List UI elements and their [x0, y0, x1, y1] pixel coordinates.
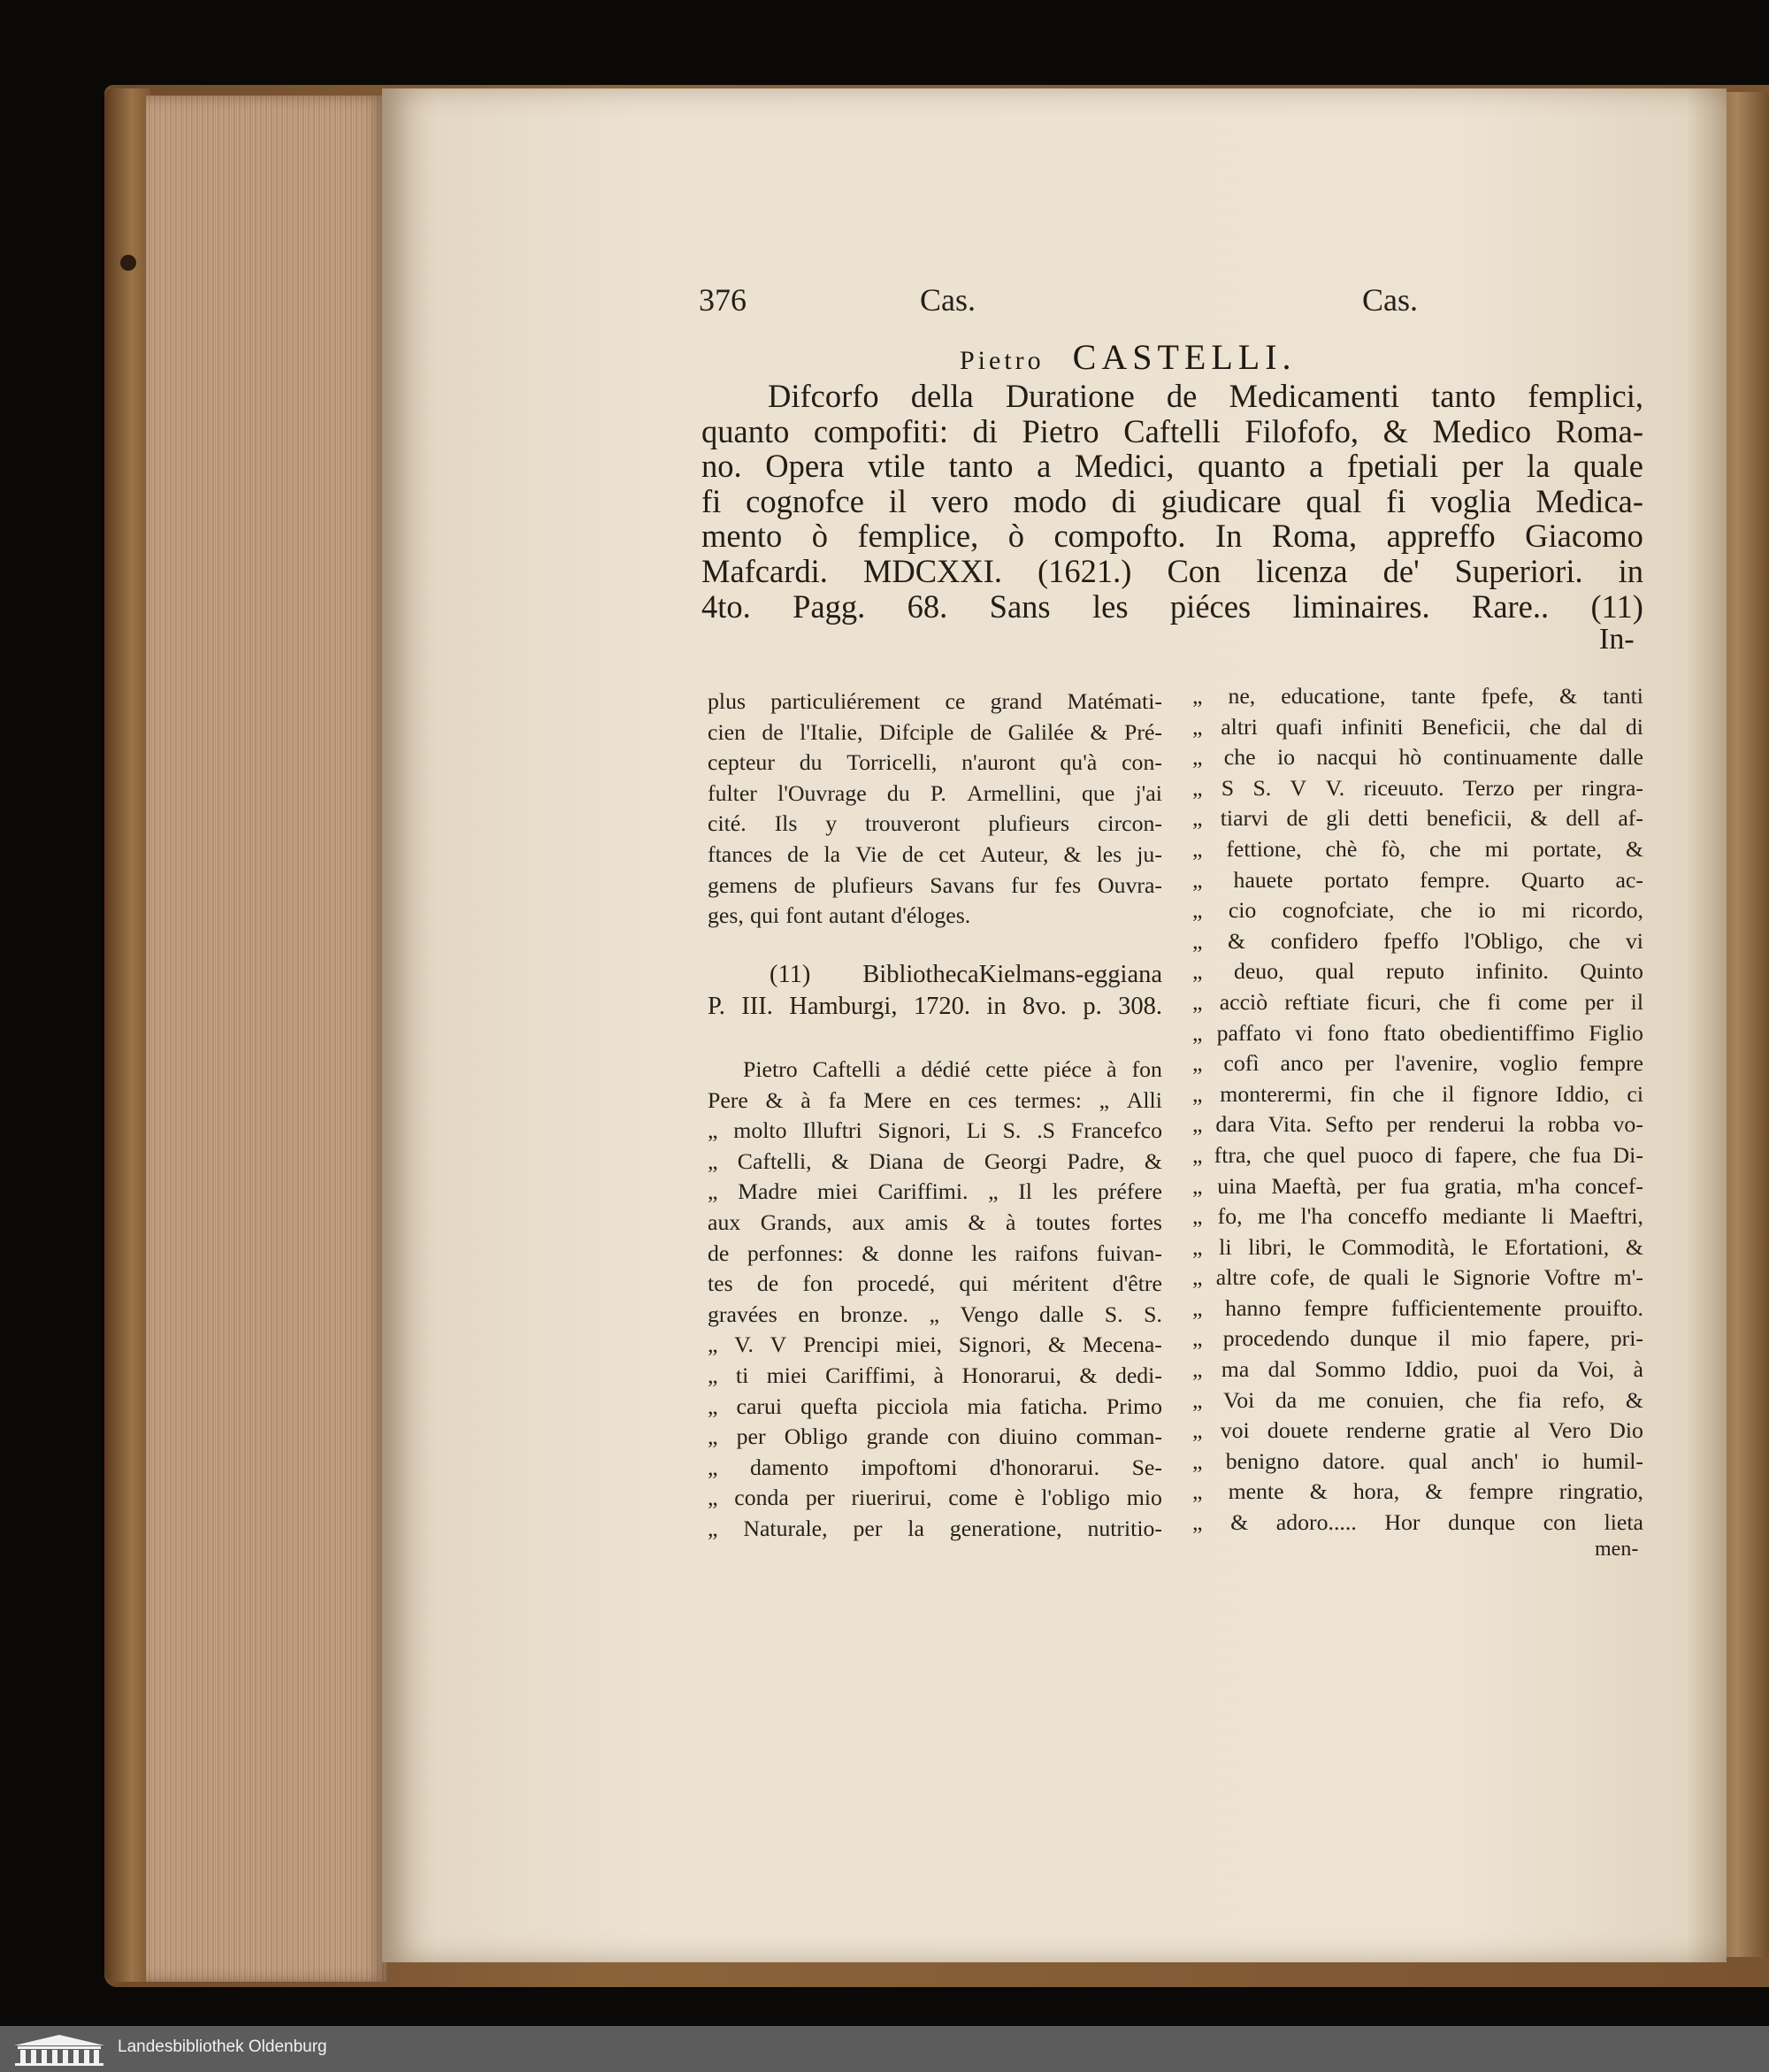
left-column-line: „ molto Illuftri Signori, Li S. .S Francefco — [708, 1117, 1162, 1144]
left-column-line: „ damento impoftomi d'honorarui. Se- — [708, 1454, 1162, 1480]
right-column-line: „ tiarvi de gli detti beneficii, & dell af- — [1192, 805, 1643, 832]
right-column-line: „ acciò reftiate ficuri, che fi come per il — [1192, 988, 1643, 1015]
right-column-line: „ ne, educatione, tante fpefe, & tanti — [1192, 683, 1643, 709]
right-column-line: „ voi douete renderne gratie al Vero Dio — [1192, 1417, 1643, 1444]
left-column-dedication — [708, 1055, 1162, 1545]
right-column-line: „ hanno fempre fufficientemente prouifto. — [1192, 1294, 1643, 1321]
footnote-line: P. III. Hamburgi, 1720. in 8vo. p. 308. — [708, 993, 1162, 1020]
right-column-line: „ altre cofe, de quali le Signorie Voftre m'- — [1192, 1264, 1643, 1291]
left-column-line: „ V. V Prencipi miei, Signori, & Mecena- — [708, 1331, 1162, 1358]
entry-line: mento ò femplice, ò compofto. In Roma, appreffo Giacomo — [701, 518, 1643, 555]
right-column-line: „ mente & hora, & fempre ringratio, — [1192, 1478, 1643, 1505]
title-surname: CASTELLI. — [1072, 337, 1297, 377]
left-column-line: „ conda per riuerirui, come è l'obligo mio — [708, 1485, 1162, 1511]
right-column-line: „ paffato vi fono ftato obedientiffimo Figlio — [1192, 1019, 1643, 1046]
left-column-line: gemens de plufieurs Savans fur fes Ouvra- — [708, 871, 1162, 898]
right-column-line: „ uina Maeftà, per fua gratia, m'ha concef- — [1192, 1172, 1643, 1199]
right-column-line: „ deuo, qual reputo infinito. Quinto — [1192, 958, 1643, 985]
footnote — [708, 959, 1162, 1023]
catchword-entry: In- — [1599, 623, 1635, 656]
entry-line: quanto compofiti: di Pietro Caftelli Filofofo, & Medico Roma- — [701, 412, 1643, 449]
page-number: 376 — [699, 282, 747, 318]
right-column-line: „ fo, me l'ha conceffo mediante li Maeftri, — [1192, 1203, 1643, 1230]
catchword-column: men- — [1595, 1538, 1639, 1561]
right-column-line: „ ftra, che quel puoco di fapere, che fua Di- — [1192, 1141, 1643, 1168]
left-column-line: ftances de la Vie de cet Auteur, & les ju- — [708, 840, 1162, 867]
left-column-line: „ ti miei Cariffimi, à Honorarui, & dedi- — [708, 1362, 1162, 1388]
right-column-line: „ ma dal Sommo Iddio, puoi da Voi, à — [1192, 1356, 1643, 1383]
right-column-line: „ che io nacqui hò continuamente dalle — [1192, 744, 1643, 771]
left-column-line: cien de l'Italie, Difciple de Galilée & Pré- — [708, 718, 1162, 745]
library-building-icon — [12, 2033, 106, 2067]
left-column-line: „ Caftelli, & Diana de Georgi Padre, & — [708, 1147, 1162, 1174]
binding-rivet — [120, 255, 136, 271]
left-column-line: aux Grands, aux amis & à toutes fortes — [708, 1209, 1162, 1235]
left-column-line: „ Madre miei Cariffimi. „ Il les préfere — [708, 1178, 1162, 1205]
entry-line: no. Opera vtile tanto a Medici, quanto a fpetiali per la quale — [701, 448, 1643, 485]
footer-bar — [0, 2026, 1769, 2072]
left-column-line: ges, qui font autant d'éloges. — [708, 902, 971, 929]
right-column-line: „ cofì anco per l'avenire, voglio fempre — [1192, 1050, 1643, 1077]
library-name: Landesbibliothek Oldenburg — [118, 2037, 327, 2056]
cover-spine-edge — [104, 88, 150, 1982]
title-first-name: Pietro — [960, 346, 1045, 375]
left-column-paragraph — [708, 687, 1162, 932]
entry-line: 4to. Pagg. 68. Sans les piéces liminaires. Rare.. (11) — [701, 587, 1643, 625]
right-column-line: „ monterermi, fin che il fignore Iddio, ci — [1192, 1080, 1643, 1107]
left-column-line: de perfonnes: & donne les raifons fuivan- — [708, 1239, 1162, 1266]
left-column-line: Pere & à fa Mere en ces termes: „ Alli — [708, 1086, 1162, 1113]
left-column-line: cité. Ils y trouveront plufieurs circon- — [708, 810, 1162, 837]
left-column-line: plus particuliérement ce grand Matémati- — [708, 688, 1162, 714]
right-column-line: „ S S. V V. riceuuto. Terzo per ringra- — [1192, 774, 1643, 801]
right-column-line: „ Voi da me conuien, che fia refo, & — [1192, 1386, 1643, 1413]
left-column-line: gravées en bronze. „ Vengo dalle S. S. — [708, 1301, 1162, 1327]
right-column-line: „ dara Vita. Sefto per renderui la robba vo- — [1192, 1111, 1643, 1138]
running-head-right: Cas. — [1362, 282, 1418, 318]
left-column-line: Pietro Caftelli a dédié cette piéce à fon — [743, 1056, 1162, 1082]
right-column-line: „ li libri, le Commodità, le Efortationi, & — [1192, 1233, 1643, 1260]
entry-title — [960, 336, 1297, 378]
left-column-line: „ carui quefta picciola mia faticha. Primo — [708, 1393, 1162, 1419]
right-column — [1192, 681, 1643, 1539]
right-column-line: „ procedendo dunque il mio fapere, pri- — [1192, 1325, 1643, 1352]
footnote-line: (11) BibliothecaKielmans-eggiana — [770, 961, 1162, 988]
running-head-left: Cas. — [920, 282, 976, 318]
right-column-line: „ cio cognofciate, che io mi ricordo, — [1192, 897, 1643, 924]
left-column-line: „ Naturale, per la generatione, nutritio- — [708, 1515, 1162, 1541]
right-column-line: „ benigno datore. qual anch' io humil- — [1192, 1447, 1643, 1474]
right-column-line: „ hauete portato fempre. Quarto ac- — [1192, 866, 1643, 893]
entry-line: fi cognofce il vero modo di giudicare qual fi voglia Medica- — [701, 482, 1643, 519]
right-column-line: „ & adoro..... Hor dunque con lieta — [1192, 1509, 1643, 1536]
left-column-line: tes de fon procedé, qui méritent d'être — [708, 1270, 1162, 1297]
entry-description — [701, 379, 1643, 624]
page-block-edge — [146, 96, 387, 1982]
entry-line: Difcorfo della Duratione de Medicamenti tanto femplici, — [768, 378, 1643, 414]
right-column-line: „ & confidero fpeffo l'Obligo, che vi — [1192, 927, 1643, 954]
right-column-line: „ altri quafi infiniti Beneficii, che dal di — [1192, 713, 1643, 740]
left-column-line: „ per Obligo grande con diuino comman- — [708, 1424, 1162, 1450]
left-column-line: fulter l'Ouvrage du P. Armellini, que j'ai — [708, 779, 1162, 806]
entry-line: Mafcardi. MDCXXI. (1621.) Con licenza de' Superiori. in — [701, 552, 1643, 589]
left-column-line: cepteur du Torricelli, n'auront qu'à con- — [708, 749, 1162, 776]
right-column-line: „ fettione, chè fò, che mi portate, & — [1192, 835, 1643, 862]
